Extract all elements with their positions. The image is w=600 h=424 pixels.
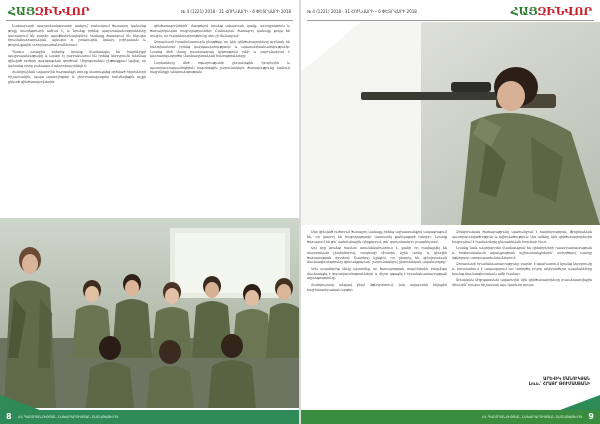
photo-credit: Լուս.՝ ՀՐԱՅՐ ԹՈՒՄԱՍՅԱՆԻ (528, 381, 590, 387)
header-rule (6, 20, 293, 21)
right-page (301, 0, 600, 424)
masthead-logo: ՀԱՅԶԻՆՎՈՐ (8, 5, 90, 18)
classroom-illustration (0, 218, 299, 408)
footer-text-right: ՀՀ ՊԱՇՏՊԱՆՈՒԹՅԱՆ ՆԱԽԱՐԱՐՈՒԹՅԱՆ ՇԱԲԱԹԱԹԵՐԹ (481, 415, 582, 419)
footer-text-left: ՀՀ ՊԱՇՏՊԱՆՈՒԹՅԱՆ ՆԱԽԱՐԱՐՈՒԹՅԱՆ ՇԱԲԱԹԱԹԵՐԹ (18, 415, 119, 419)
article-column-4 (452, 230, 592, 372)
issue-line: № 4 (1221) 2018 · 31 ՀՈՒՆՎԱՐԻ – 6 ՓԵՏՐՎԱՐԻ 2018 (181, 9, 291, 14)
author-name: ԱՐԵՎԻԿ ՄԱՆՈՒԿՅԱՆ (543, 376, 590, 381)
article-paragraph: Զորամասի հրամանատարն ընդգծեց, որ կին զինծառայողները օրինակ են հանդիսանում իրենց կարգապահությամբ և պատասխանատվությամբ։ Նրանց մեծ մասը բարձրագույն կրթություն ունի և շարունակում է կատարելագործել մասնագիտական հմտությունները։ (150, 39, 290, 59)
article-paragraph: Հանդիպումը անցավ ջերմ մթնոլորտում, իսկ ավարտին հնչեցին հայրենասիրական երգեր։ (307, 282, 447, 292)
page-number-right: 9 (588, 412, 594, 421)
decor-triangle-right (560, 395, 600, 410)
article-paragraph: Կին սպաներից մեկը պատմեց, որ ծառայության տարիներին բազմիցս մասնակցել է զորավարժությունների և միշտ զգացել է հրամանատարության աջակցությունը։ (307, 266, 447, 281)
page-number-left: 8 (6, 412, 12, 421)
article-column-1 (8, 24, 146, 206)
issue-line-right: № 4 (1221) 2018 · 31 ՀՈՒՆՎԱՐԻ – 6 ՓԵՏՐՎԱՐԻ 2018 (307, 9, 417, 14)
masthead-logo-right: ՀԱՅԶԻՆՎՈՐ (510, 5, 592, 18)
article-paragraph: Ներկաները մեծ ոգևորությամբ ընդունեցին հյուրերին և պատրաստակամություն հայտնեցին շարունակելու ծառայությունը հանուն հայրենիքի անվտանգության։ (150, 60, 290, 75)
article-paragraph: Մեր զինված ուժերում ծառայող կանայք իրենց աշխատանքով ապացուցում են, որ կարող են հաջողությամբ կատարել ցանկացած խնդիր։ Նրանք ծառայում են թե՛ սահմանային դիրքերում, թե՛ զորամասերի շտաբներում։ (307, 230, 447, 244)
article-paragraph: Դեռևս առաջին օրերից նրանք մասնակցել են հայրենիքի պաշտպանությանը և այսօր էլ շարունակում են իրենց ներդրումն ունենալ զինված ուժերի զարգացման գործում։ Միջոցառման ընթացքում նշվեց, որ կանանց դերը բանակում անփոխարինելի է։ (8, 49, 146, 68)
decor-triangle-left (0, 395, 40, 410)
header-rule-right (307, 20, 594, 21)
article-paragraph: Տոնական միջոցառման ավարտին կին զինծառայողները լուսանկարվեցին միասին՝ որպես հիշատակ այս կարևոր օրվա։ (452, 277, 592, 287)
left-page (0, 0, 299, 424)
article-paragraph: զինծառայողներին՝ մաղթելով նրանց անսասան կամք, առողջություն և ծառայողական հաջողություններ։ Բանակում ծառայող կանայք ցույց են տալիս, որ հայրենասիրությունը սեռ չի ճանաչում։ (150, 24, 290, 38)
decor-triangle-photo (301, 22, 361, 72)
article-paragraph: Այս օրը նրանց համար առանձնահատուկ է, քանի որ հավաքվել են մարտական ընկերներով, որպեսզի միասին նշեն տոնը և կիսվեն ծառայության փորձով։ Շատերը նշեցին, որ ընտրել են զինվորական մասնագիտությունը գիտակցաբար՝ շարունակելով ընտանեկան ավանդույթը։ (307, 245, 447, 265)
article-paragraph: Նրանք նաև ակտիվորեն մասնակցում են զինվորների դաստիարակության և հոգեբանական աջակցության աշխատանքներին՝ ստեղծելով առողջ մթնոլորտ ստորաբաժանումներում։ (452, 245, 592, 260)
article-paragraph: Զորամասի հրամանատարությունը բարձր է գնահատում նրանց ներդրումը և խոստանում է ապագայում ևս ստեղծել բոլոր անհրաժեշտ պայմանները նրանց մասնագիտական աճի համար։ (452, 261, 592, 276)
article-paragraph: Նախարարի պաշտոնակատարի ասելով՝ բանակում ծառայող կանանց թիվը տարեցտարի աճում է, և նրանք իրենց պարտականությունները կատարում են բարձր պրոֆեսիոնալիզմով։ Կանայք ծառայում են ինչպես հրամանատարական, այնպես էլ շտաբային, կապի, բժշկական և թիկունքային ստորաբաժանումներում։ (8, 24, 146, 48)
article-paragraph: Զինվորական ծառայությունը պահանջում է համբերություն, ֆիզիկական պատրաստվածություն և նվիրվածություն։ Այս ամենը կին զինծառայողներին հաջողվում է համատեղել ընտանեկան հոգսերի հետ։ (452, 230, 592, 244)
article-column-2 (150, 24, 290, 199)
article-paragraph: Հանդիպման ավարտին հարգանքի տուրք մատուցվեց զոհված հերոսների հիշատակին, ապա պատվոգրեր և շնորհակալագրեր հանձնվեցին աչքի ընկած զինծառայողներին։ (8, 70, 146, 84)
photo-soldiers-classroom (0, 218, 299, 408)
article-signature (529, 376, 590, 387)
article-column-3 (307, 230, 447, 408)
